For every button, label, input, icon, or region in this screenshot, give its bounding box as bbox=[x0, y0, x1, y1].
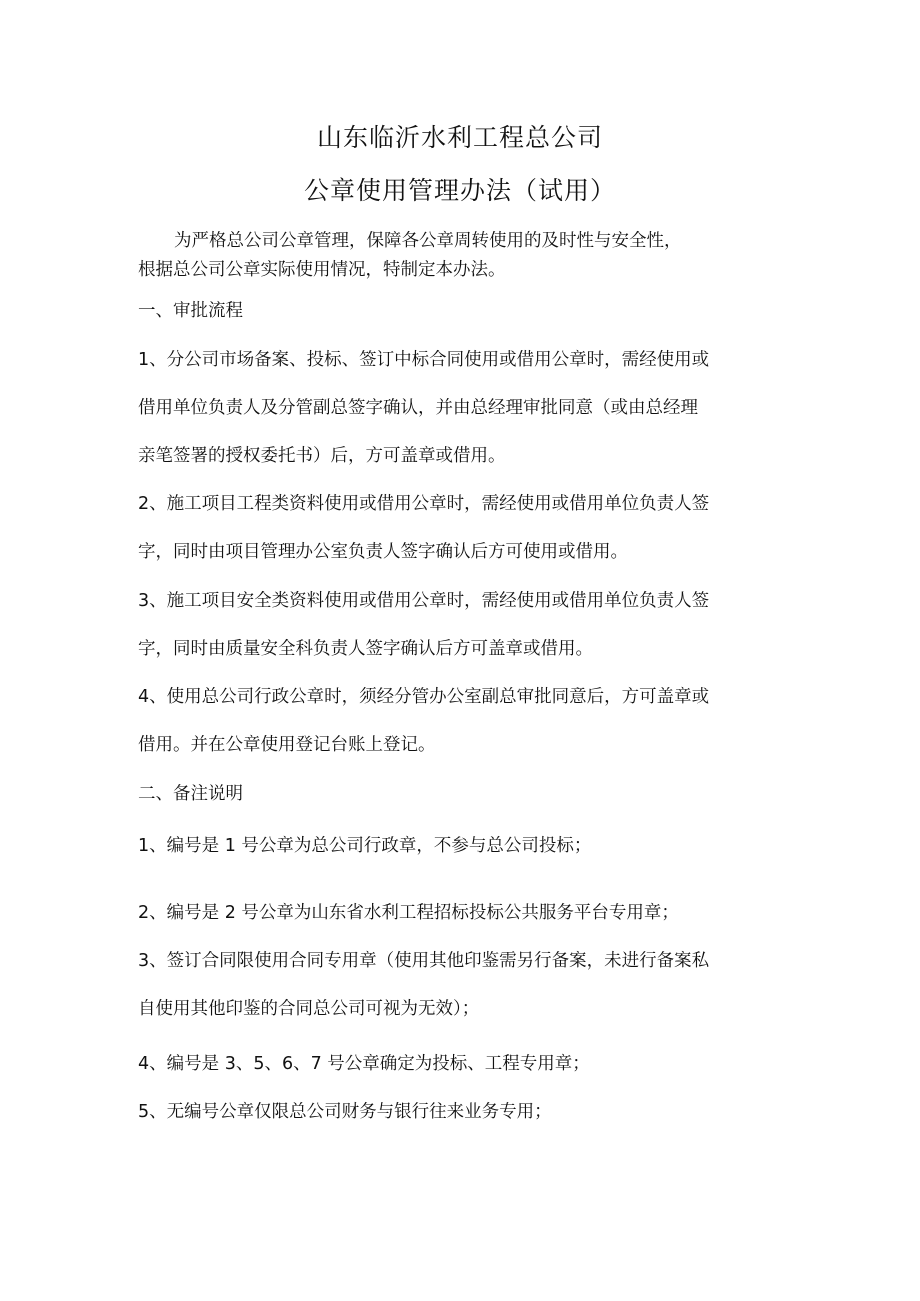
approval-item-4-line-2: 借用。并在公章使用登记台账上登记。 bbox=[138, 735, 436, 755]
remark-item-3-line-1: 3、签订合同限使用合同专用章（使用其他印鉴需另行备案，未进行备案私 bbox=[138, 951, 710, 971]
approval-item-4-line-1: 4、使用总公司行政公章时，须经分管办公室副总审批同意后，方可盖章或 bbox=[138, 687, 710, 707]
remark-item-4-line-1: 4、编号是 3、5、6、7 号公章确定为投标、工程专用章； bbox=[138, 1054, 590, 1074]
approval-item-1-line-3: 亲笔签署的授权委托书）后，方可盖章或借用。 bbox=[138, 446, 506, 466]
remark-item-3-line-2: 自使用其他印鉴的合同总公司可视为无效）； bbox=[138, 999, 480, 1019]
intro-line-1: 为严格总公司公章管理，保障各公章周转使用的及时性与安全性， bbox=[174, 231, 682, 251]
approval-item-2 bbox=[138, 480, 788, 576]
approval-item-3-line-2: 字，同时由质量安全科负责人签字确认后方可盖章或借用。 bbox=[138, 639, 593, 659]
approval-item-3 bbox=[138, 577, 788, 673]
remark-item-3 bbox=[138, 937, 788, 1033]
section-heading-remarks: 二、备注说明 bbox=[138, 784, 243, 804]
remark-item-1-line-1: 1、编号是 1 号公章为总公司行政章，不参与总公司投标； bbox=[138, 836, 592, 856]
document-title-policy: 公章使用管理办法（试用） bbox=[303, 176, 616, 205]
approval-item-1 bbox=[138, 336, 788, 480]
approval-item-2-line-2: 字，同时由项目管理办公室负责人签字确认后方可使用或借用。 bbox=[138, 542, 628, 562]
approval-item-3-line-1: 3、施工项目安全类资料使用或借用公章时，需经使用或借用单位负责人签 bbox=[138, 591, 710, 611]
section-heading-approval-process: 一、审批流程 bbox=[138, 301, 243, 321]
remark-item-4 bbox=[138, 1040, 788, 1088]
approval-item-1-line-1: 1、分公司市场备案、投标、签订中标合同使用或借用公章时，需经使用或 bbox=[138, 350, 710, 370]
intro-line-2: 根据总公司公章实际使用情况，特制定本办法。 bbox=[138, 260, 506, 280]
approval-item-1-line-2: 借用单位负责人及分管副总签字确认，并由总经理审批同意（或由总经理 bbox=[138, 398, 698, 418]
remark-item-2 bbox=[138, 889, 788, 937]
approval-item-4 bbox=[138, 673, 788, 769]
intro-paragraph bbox=[138, 227, 788, 285]
remark-item-2-line-1: 2、编号是 2 号公章为山东省水利工程招标投标公共服务平台专用章； bbox=[138, 903, 679, 923]
document-title-company: 山东临沂水利工程总公司 bbox=[316, 123, 603, 152]
remark-item-5-line-1: 5、无编号公章仅限总公司财务与银行往来业务专用； bbox=[138, 1102, 552, 1122]
remark-item-1 bbox=[138, 822, 788, 870]
remark-item-5 bbox=[138, 1088, 788, 1136]
approval-item-2-line-1: 2、施工项目工程类资料使用或借用公章时，需经使用或借用单位负责人签 bbox=[138, 494, 710, 514]
